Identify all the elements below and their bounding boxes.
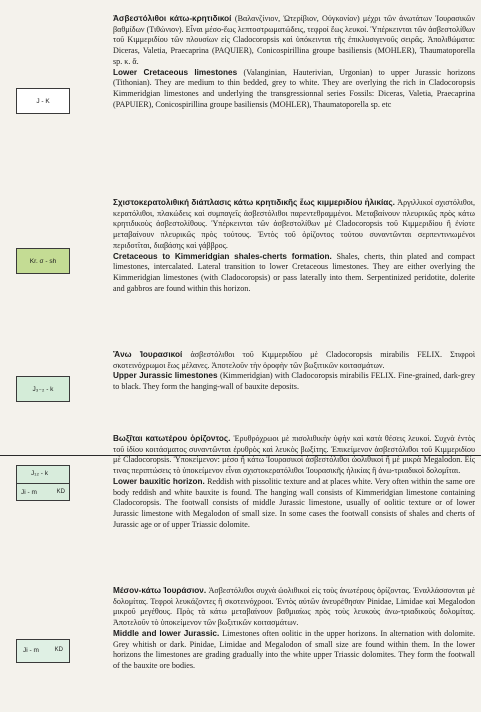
- english-title: Upper Jurassic limestones: [113, 371, 220, 381]
- legend-swatch-kr-sh: [16, 248, 70, 274]
- greek-title: Μέσον-κάτω Ἰουράσιον.: [113, 586, 209, 595]
- greek-body: ἀσβεστόλιθοι τοῦ Κιμμεριδίου μὲ Cladocoropsis mirabilis FELIX. Στιφροὶ σκοτεινόχρωμοι ἕως μέλανες. Ἀποτελοῦν τὴν ὀροφὴν τῶν βωξιτικῶν κοιτασμάτων.: [113, 350, 475, 370]
- english-body: Shales, cherts, thin plated and compact limestones, intercalated. Lateral transition to lower Cretaceous limestones. They are either overlying the Kimmeridgian limestones (with Cladocoropsis) or pass laterally into them. Serpentinized peridotite, dolerite and gabbros are found within this horizon.: [113, 251, 476, 293]
- greek-body: Ἀσβεστόλιθοι συχνὰ ὠολιθικοὶ εἰς τοὺς ἀνωτέρους ὁρίζοντας. Ἐναλλάσσονται μὲ δολομίτας. Τεφροὶ λευκάζοντες ἢ σκοτεινόχροοι. Ἐντὸς αὐτῶν ἀνευρέθησαν Pinidae, Limidae καὶ Megalodon μικροῦ μεγέθους. Πρὸς τὰ κάτω μεταβαίνουν βαθμιαίως πρὸς τοὺς λευκοὺς ἀνω-τριαδικοὺς δολομίτας. Ἀποτελοῦν τὸ ὑποκείμενον τῶν βωξιτικῶν κοιτασμάτων.: [113, 586, 475, 628]
- english-title: Middle and lower Jurassic.: [113, 628, 223, 638]
- swatch-label: J₃₋₂ - k: [32, 386, 54, 393]
- english-title: Lower bauxitic horizon.: [113, 476, 208, 486]
- swatch-label-right: KD: [54, 647, 63, 653]
- legend-entry-shales-cherts: [113, 198, 475, 294]
- greek-title: Ἀσβεστόλιθοι κάτω-κρητιδικοί: [113, 14, 235, 23]
- english-body: Reddish with pissolitic texture and at places white. Very often within the same ore body reddish and white bauxite is found. The hanging wall consists of Kimmeridgian limestone containing Cladocoropsis. The footwall consists of middle Jurassic limestone, usually of oolitic texture or of lower Jurassic limestone with Megalodon of small size. In some cases the footwall consists of shales and cherts of Jurassic age or of upper Triassic dolomite.: [113, 476, 475, 529]
- greek-body: Ἀργιλλικοί σχιστόλιθοι, κερατόλιθοι, πλακώδεις καὶ συμπαγεῖς ἀσβεστόλιθοι παρεντεθραμμένοι. Μεταβαίνουν πλευρικῶς πρὸς κάτω κρητιδικοὺς ἀσβεστολίθους. Ὑπέρκεινται τῶν ἀσβεστολίθων μὲ Cladocoropsis τοῦ Κιμμεριδίου ἢ ἐνίοτε μεταβαίνουν πλευρικῶς πρὸς τούτους. Ἐντὸς τοῦ ὁρίζοντος τούτου συναντῶνται σερπεντινιωμένοι περιδοτῖται, διαβάσης καὶ γάββρος.: [113, 198, 475, 250]
- legend-entry-upper-jurassic: [113, 350, 475, 393]
- greek-title: Ἄνω Ἰουρασικοί: [113, 350, 191, 359]
- english-body: Limestones often oolitic in the upper horizons. In alternation with dolomite. Grey whitish or dark. Pinidae, Limidae and Megalodon of small size are found within them. In the lower horizons the limestones are grading gradually into the white upper Triassic dolomites. They form the footwall of the bauxite ore bodies.: [113, 628, 475, 670]
- legend-swatch-jk: [16, 88, 70, 114]
- legend-entry-middle-lower-jurassic: [113, 586, 475, 672]
- swatch-label: J - K: [36, 97, 50, 105]
- legend-entry-bauxite: [113, 434, 475, 530]
- greek-body: (Βαλανζίνιον, Ὠτερίβιον, Οὐγκονίον) μέχρι τῶν ἀνωτάτων Ἰουρασικῶν βαθμίδων (Τιθώνιον). Εἶναι μέσο-ἕως λεπτοστρωματώδεις, τεφροί ἕως λευκοί. Ὑπέρκεινται τῶν ἀσβεστολίθων τοῦ Κιμμεριδίου τῶν πλουσίων εἰς Cladocoropsis καὶ ὑπόκεινται τῆς ἐπικλυσιγενοῦς σειρᾶς. Ἀπολιθώματα: Diceras, Valetia, Praecaprina (PAQUIER), Conicospirillina groupe basiliensis (MOHLER), Thaumatoporella sp. κ. ἄ.: [113, 14, 476, 66]
- legend-swatch-bauxite: [16, 465, 70, 501]
- swatch-label-top: J₁₂ - k: [31, 470, 48, 477]
- legend-swatch-j3-k: [16, 376, 70, 402]
- greek-title: Σχιστοκερατολιθική διάπλασις κάτω κρητιδικῆς ἕως κιμμεριδίου ἡλικίας.: [113, 198, 398, 207]
- english-body: (Kimmeridgian) with Cladocoropsis mirabilis FELIX. Fine-grained, dark-grey to black. They form the hanging-wall of bauxite deposits.: [113, 371, 476, 392]
- greek-body: Ἐρυθρόχρωοι μὲ πισολιθικὴν ὑφὴν καὶ κατὰ θέσεις λευκοί. Συχνὰ ἐντὸς τοῦ ἰδίου κοιτάσματος συναντῶνται ἐρυθρὸς καὶ λευκὸς βωξίτης. Ἐπικείμενον ἀσβεστόλιθοι τοῦ Κιμμεριδίου μὲ Cladocoropsis. Ὑποκείμενον: μέσο ἢ κάτω Ἰουρασικοὶ ἀσβεστόλιθοι ὠολιθικοὶ ἢ μὲ μικρὰ Megalodon. Εἰς τινας περιπτώσεις τὸ ὑποκείμενον εἶναι σχιστοκερατόλιθοι Ἰουρασικῆς ἡλικίας ἢ ἀνω-τριαδικοὶ δολομῖται.: [113, 434, 476, 476]
- english-title: Cretaceous to Kimmeridgian shales-cherts formation.: [113, 251, 337, 261]
- legend-entry-lower-cretaceous: [113, 14, 475, 110]
- swatch-divider: [17, 483, 69, 484]
- swatch-label: Kr. σ - sh: [29, 257, 57, 265]
- english-body: (Valanginian, Hauterivian, Urgonian) to upper Jurassic horizons (Tithonian). They are medium to thin bedded, grey to white. They are overlying the rich in Cladocoropsis Kimmeridgian limestones and underlying the transgressionnal series Fossils: Diceras, Valetia, Praecaprina (PAPUIER), Conicospirillina groupe basiliensis (MOHLER), Thaumatoporella sp. etc: [113, 67, 475, 109]
- greek-title: Βωξῖται κατωτέρου ὁρίζοντος.: [113, 434, 234, 443]
- swatch-label-left: Ji - m: [23, 647, 39, 654]
- swatch-label-kd: KD: [56, 489, 65, 495]
- legend-swatch-ji-m: [16, 639, 70, 663]
- swatch-label-bottom: Ji - m: [21, 489, 37, 496]
- english-title: Lower Cretaceous limestones: [113, 67, 244, 77]
